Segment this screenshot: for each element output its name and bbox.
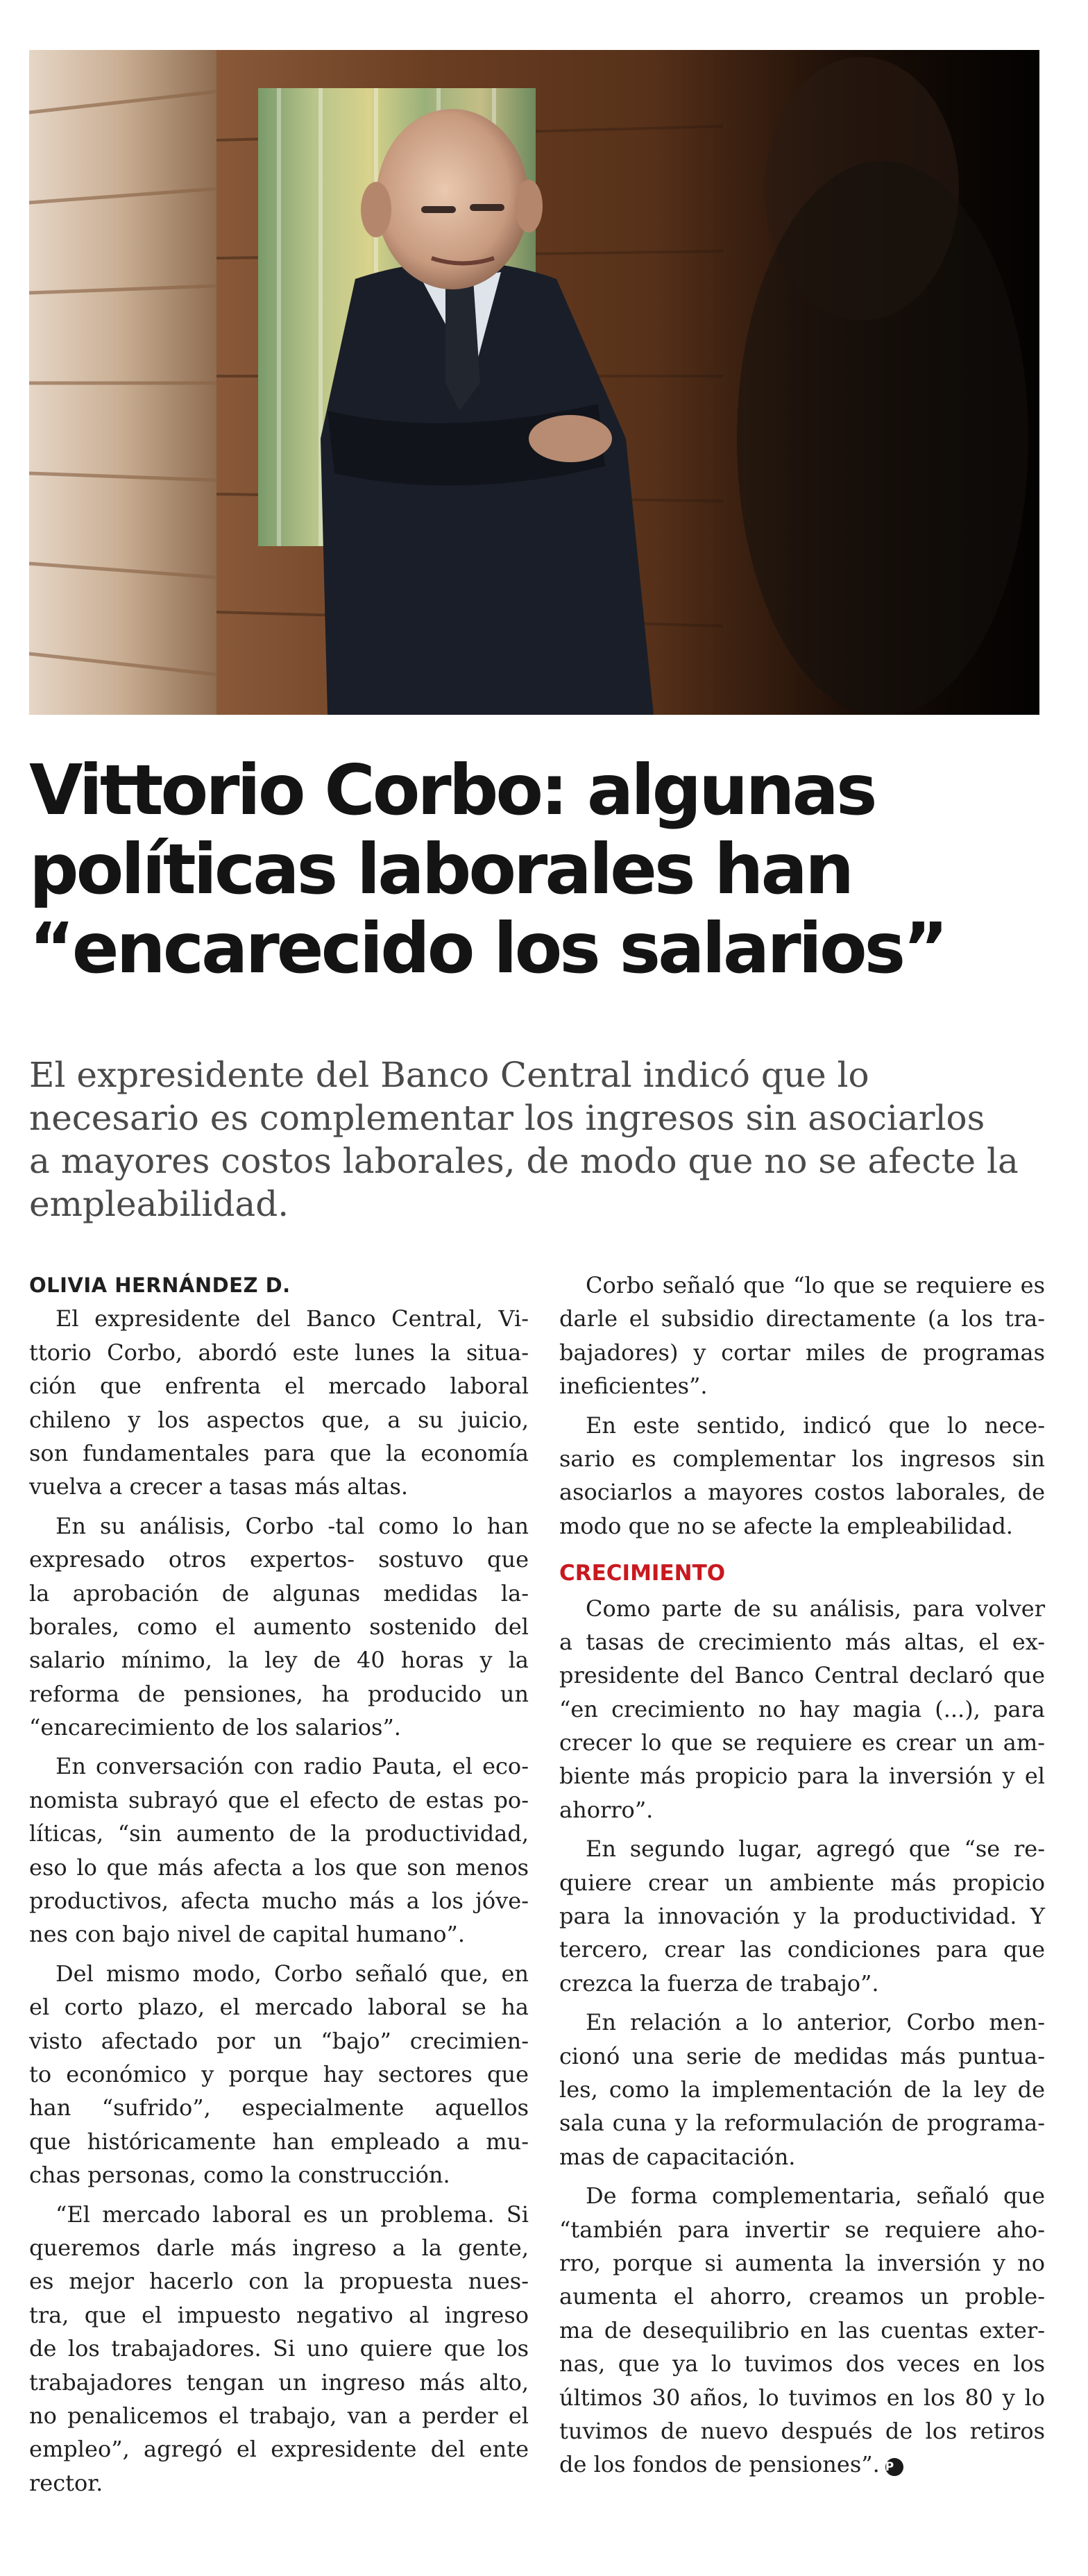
body-line: tuvimos de nuevo después de los retiros [559, 2417, 1045, 2444]
pauta-logo-icon: P [885, 2458, 903, 2476]
body-line: ción que enfrenta el mercado laboral [29, 1373, 529, 1400]
body-line: expresado otros expertos- sostuvo que [29, 1546, 529, 1573]
left-paragraphs [29, 1302, 529, 2500]
body-line: En relación a lo anterior, Corbo men- [586, 2009, 1045, 2036]
paragraph-gap [559, 2000, 1045, 2006]
paragraph-gap [29, 2192, 529, 2198]
body-line: salario mínimo, la ley de 40 horas y la [29, 1647, 529, 1674]
body-line: Del mismo modo, Corbo señaló que, en [56, 1960, 529, 1987]
body-paragraph [29, 1509, 529, 1745]
deck-line: empleabilidad. [29, 1184, 289, 1224]
body-line: trabajadores tengan un ingreso más alto, [29, 2369, 529, 2396]
body-paragraph [559, 2179, 1045, 2482]
body-line: la aprobación de algunas medidas la- [29, 1579, 529, 1607]
body-line: nomista subrayó que el efecto de estas po- [29, 1786, 529, 1813]
body-line: es mejor hacerlo con la propuesta nues- [29, 2268, 529, 2295]
body-line: darle el subsidio directamente (a los tra- [559, 1305, 1045, 1332]
body-line: De forma complementaria, señaló que [586, 2183, 1045, 2210]
body-line: que históricamente han empleado a mu- [29, 2128, 529, 2155]
body-paragraph [559, 1832, 1045, 2000]
body-line: En segundo lugar, agregó que “se re- [586, 1836, 1045, 1863]
body-line: han “sufrido”, especialmente aquellos [29, 2094, 529, 2121]
body-line: nas, que ya lo tuvimos dos veces en los [559, 2350, 1045, 2378]
body-line: reforma de pensiones, ha producido un [29, 1680, 529, 1707]
body-line: “El mercado laboral es un problema. Si [56, 2201, 529, 2228]
body-line: les, como la implementación de la ley de [559, 2076, 1045, 2103]
body-line: de los fondos de pensiones”. P [559, 2448, 1045, 2481]
body-line: productivos, afecta mucho más a los jóve- [29, 1888, 529, 1915]
body-line: to económico y porque hay sectores que [29, 2060, 529, 2087]
section-subhead: CRECIMIENTO [559, 1561, 726, 1586]
body-paragraph [29, 1302, 529, 1503]
body-line: mas de capacitación. [559, 2143, 796, 2170]
body-paragraph [559, 2006, 1045, 2174]
body-line: El expresidente del Banco Central, Vi- [56, 1305, 529, 1332]
body-line: son fundamentales para que la economía [29, 1439, 529, 1466]
headline-line: políticas laborales han [29, 829, 852, 910]
headline [29, 751, 1056, 988]
deck-line: necesario es complementar los ingresos sin asociarlos [29, 1098, 985, 1138]
paragraph-gap [559, 2174, 1045, 2179]
paragraph-gap [29, 1951, 529, 1957]
body-line: bajadores) y cortar miles de programas [559, 1339, 1045, 1366]
body-line: ttorio Corbo, abordó este lunes la situa- [29, 1339, 529, 1366]
body-line: “en crecimiento no hay magia (...), para [559, 1695, 1045, 1722]
body-paragraph [559, 1409, 1045, 1543]
body-line: ma de desequilibrio en las cuentas exter- [559, 2316, 1045, 2344]
body-line: En su análisis, Corbo -tal como lo han [56, 1512, 529, 1539]
body-line: “encarecimiento de los salarios”. [29, 1714, 401, 1741]
paragraph-gap [559, 1827, 1045, 1832]
paragraph-gap [29, 1744, 529, 1749]
body-line: vuelva a crecer a tasas más altas. [29, 1473, 409, 1500]
body-line: crezca la fuerza de trabajo”. [559, 1969, 879, 1997]
body-line: de los trabajadores. Si uno quiere que los [29, 2335, 529, 2362]
body-line: biente más propicio para la inversión y el [559, 1763, 1045, 1790]
body-line: chileno y los aspectos que, a su juicio, [29, 1406, 529, 1433]
body-paragraph [29, 1749, 529, 1951]
deck-line: El expresidente del Banco Central indicó que lo [29, 1055, 869, 1095]
body-line: asociarlos a mayores costos laborales, de [559, 1479, 1045, 1506]
body-line: empleo”, agregó el expresidente del ente [29, 2436, 529, 2463]
lead-photo [29, 50, 1039, 715]
body-line: crecer lo que se requiere es crear un am- [559, 1729, 1045, 1756]
body-line: últimos 30 años, lo tuvimos en los 80 y lo [559, 2384, 1045, 2411]
body-paragraph [29, 2198, 529, 2500]
body-paragraph [559, 1592, 1045, 1827]
body-line: aumenta el ahorro, creamos un proble- [559, 2283, 1045, 2310]
body-column-left [29, 1269, 529, 2500]
body-line: ahorro”. [559, 1796, 654, 1823]
body-line: chas personas, como la construcción. [29, 2162, 450, 2189]
right-paragraphs-top [559, 1269, 1045, 1543]
body-line: visto afectado por un “bajo” crecimien- [29, 2027, 529, 2054]
body-line: modo que no se afecte la empleabilidad. [559, 1512, 1013, 1539]
body-line: a tasas de crecimiento más altas, el ex- [559, 1628, 1045, 1655]
body-line: Como parte de su análisis, para volver [586, 1595, 1045, 1622]
body-column-right [559, 1269, 1045, 2482]
body-line: sario es complementar los ingresos sin [559, 1445, 1045, 1472]
deck-line: a mayores costos laborales, de modo que no se afecte la [29, 1141, 1019, 1181]
deck-subtitle [29, 1053, 1056, 1226]
paragraph-gap [29, 1504, 529, 1509]
headline-line: “encarecido los salarios” [29, 908, 946, 989]
body-line: cionó una serie de medidas más puntua- [559, 2042, 1045, 2069]
body-line: Corbo señaló que “lo que se requiere es [586, 1272, 1045, 1298]
body-line: En este sentido, indicó que lo nece- [586, 1412, 1045, 1439]
body-line: “también para invertir se requiere aho- [559, 2216, 1045, 2243]
body-line: tra, que el impuesto negativo al ingreso [29, 2301, 529, 2328]
body-line: borales, como el aumento sostenido del [29, 1613, 529, 1640]
body-line: nes con bajo nivel de capital humano”. [29, 1921, 465, 1948]
body-paragraph [559, 1269, 1045, 1403]
body-line: En conversación con radio Pauta, el eco- [56, 1753, 529, 1780]
body-paragraph [29, 1957, 529, 2192]
body-line: tercero, crear las condiciones para que [559, 1936, 1045, 1963]
body-line: líticas, “sin aumento de la productividad, [29, 1820, 529, 1847]
body-line: queremos darle más ingreso a la gente, [29, 2234, 529, 2261]
body-line: rro, porque si aumenta la inversión y no [559, 2249, 1045, 2276]
byline: OLIVIA HERNÁNDEZ D. [29, 1273, 291, 1297]
body-line: para la innovación y la productividad. Y [559, 1903, 1045, 1930]
body-line: quiere crear un ambiente más propicio [559, 1869, 1045, 1896]
body-line: presidente del Banco Central declaró que [559, 1662, 1045, 1689]
right-paragraphs-bottom [559, 1592, 1045, 2482]
body-line: el corto plazo, el mercado laboral se ha [29, 1994, 529, 2021]
body-line: sala cuna y la reformulación de programa- [559, 2110, 1045, 2137]
body-line: eso lo que más afecta a los que son menos [29, 1854, 529, 1881]
headline-line: Vittorio Corbo: algunas [29, 749, 875, 831]
body-line: no penalicemos el trabajo, van a perder el [29, 2402, 529, 2429]
paragraph-gap [559, 1403, 1045, 1409]
body-line: rector. [29, 2469, 103, 2496]
body-line: ineficientes”. [559, 1373, 708, 1400]
